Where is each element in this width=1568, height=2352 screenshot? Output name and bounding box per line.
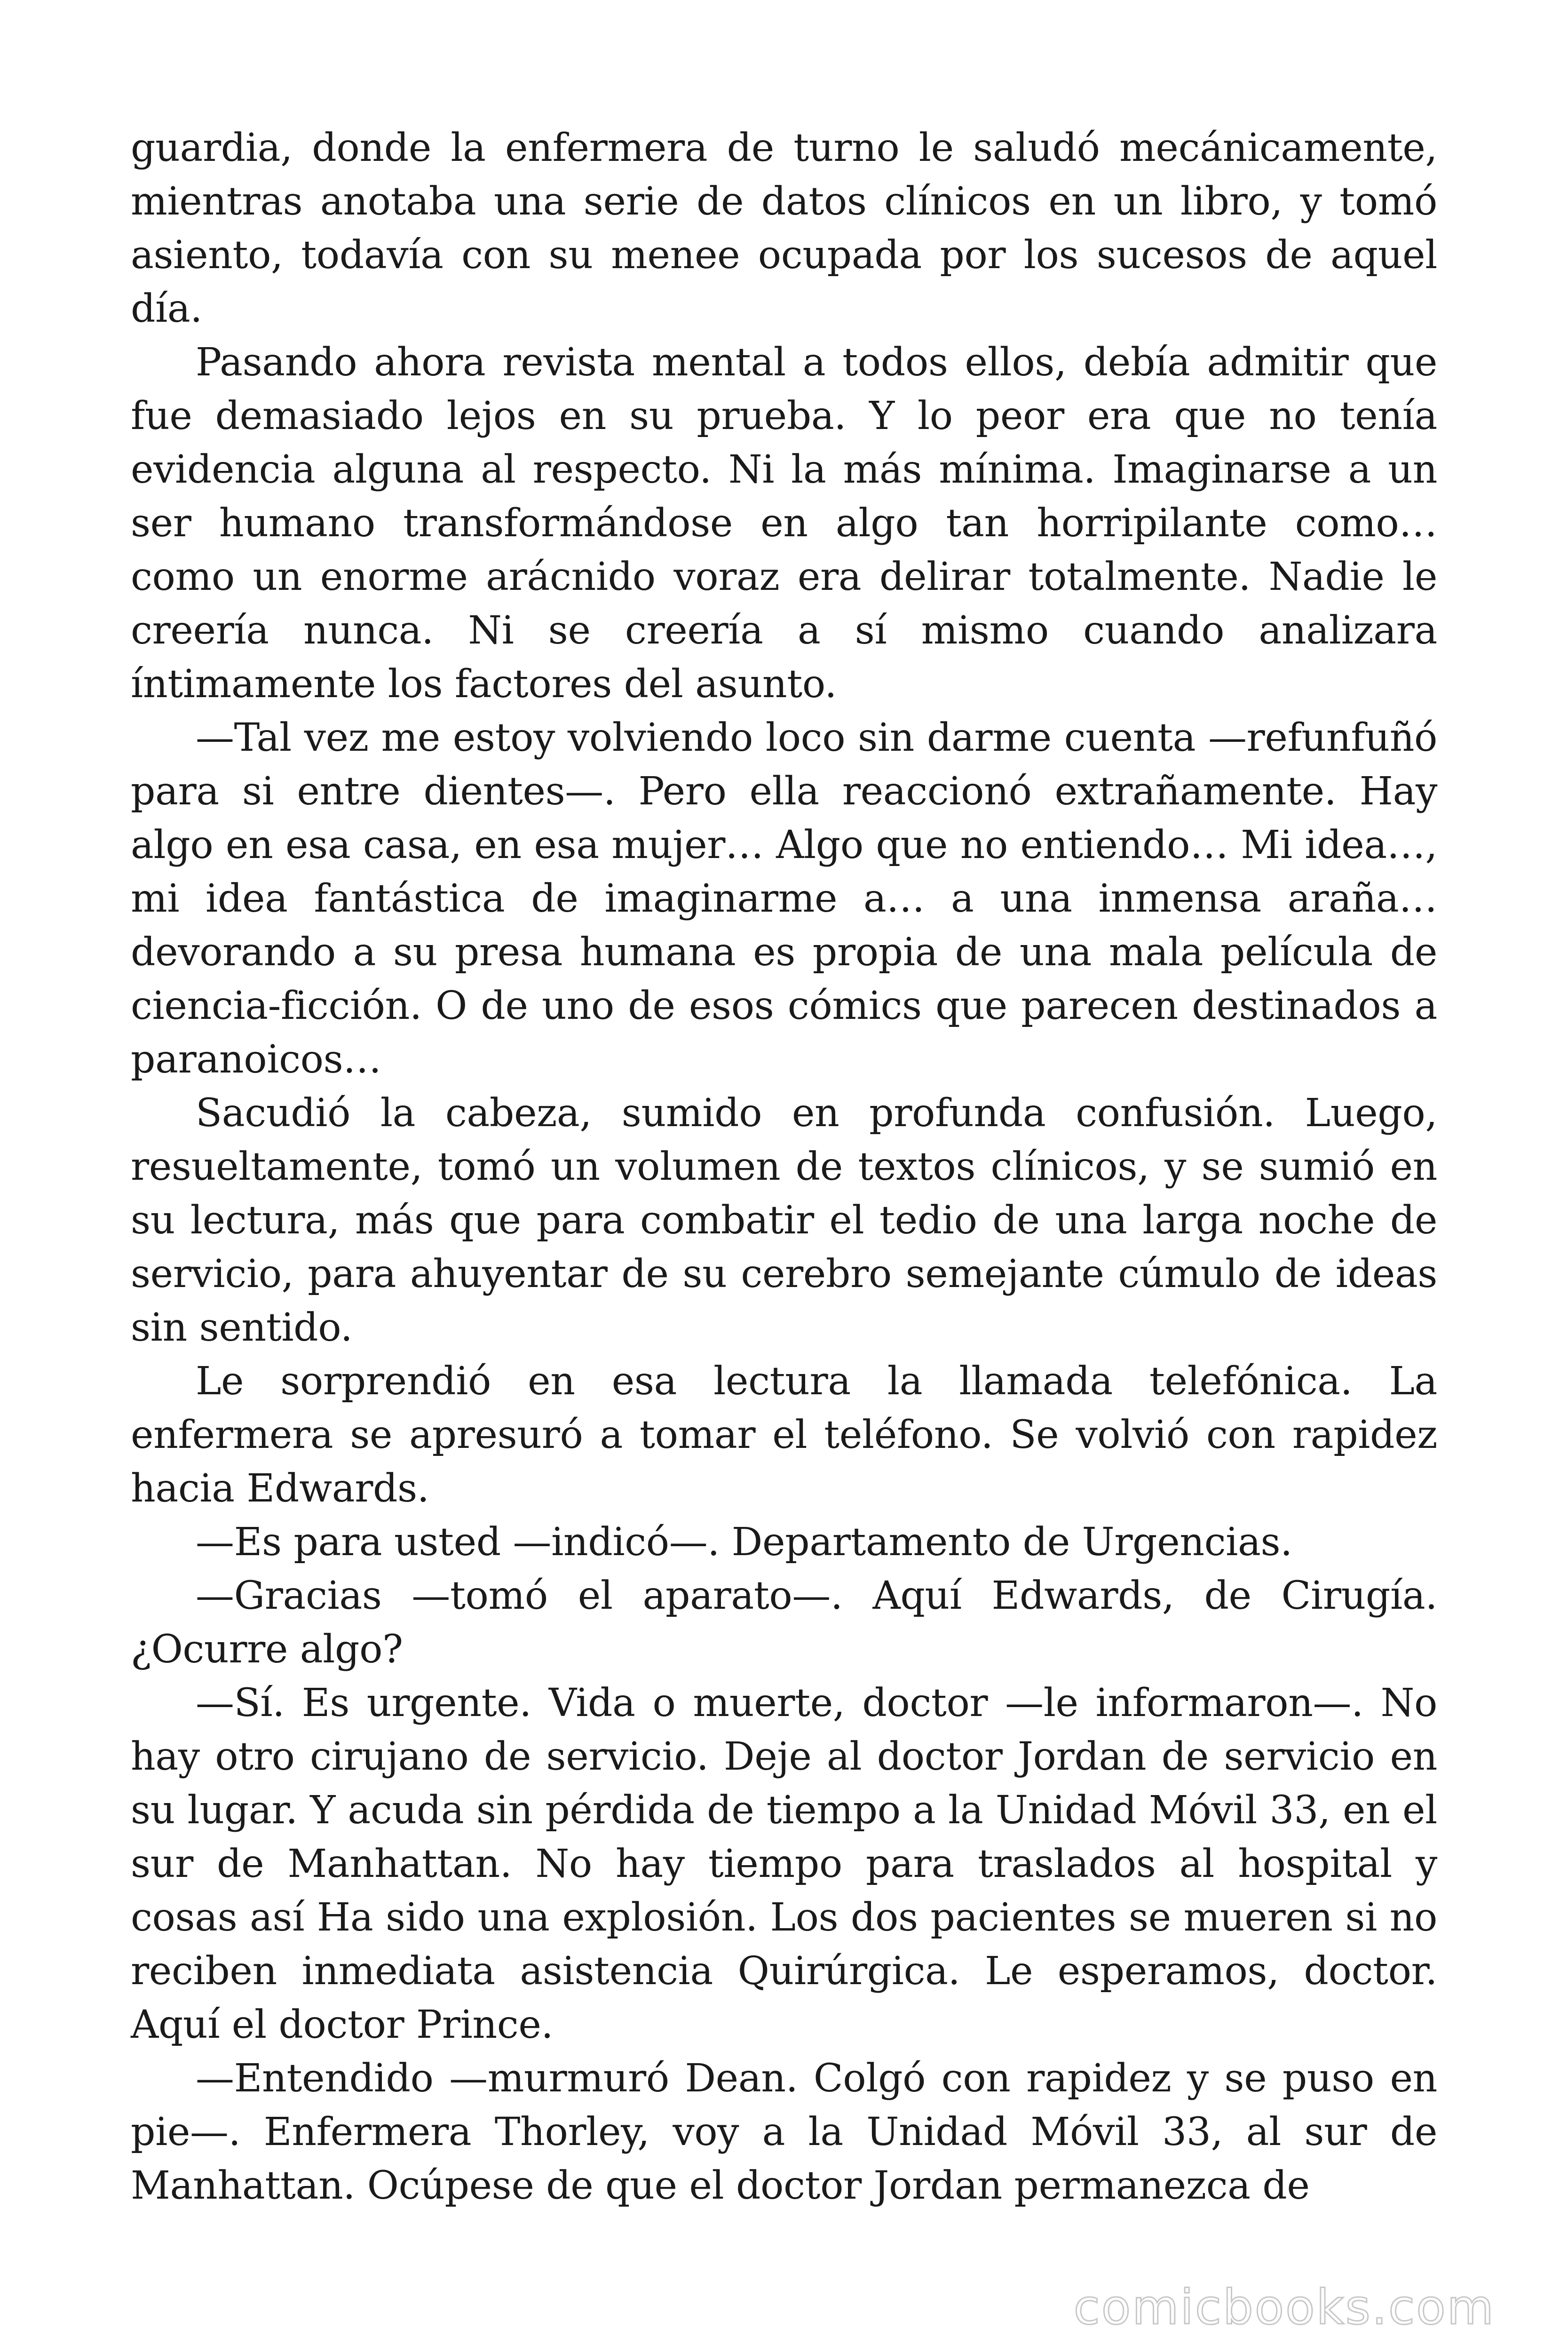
paragraph-6: —Es para usted —indicó—. Departamento de Urgencias. bbox=[196, 1520, 1292, 1565]
paragraph-4: Sacudió la cabeza, sumido en profunda confusión. Luego, resueltamente, tomó un volumen de textos clínicos, y se sumió en su lectura, más que para combatir el tedio de una larga noche de servicio, para ahuyentar de su cerebro semejante cúmulo de ideas sin sentido. bbox=[131, 1091, 1437, 1350]
paragraph-9: —Entendido —murmuró Dean. Colgó con rapidez y se puso en pie—. Enfermera Thorley, voy a la Unidad Móvil 33, al sur de Manhattan. Ocúpese de que el doctor Jordan permanezca de bbox=[131, 2056, 1437, 2208]
paragraph-3: —Tal vez me estoy volviendo loco sin darme cuenta —refunfuñó para si entre dientes—. Pero ella reaccionó extrañamente. Hay algo en esa casa, en esa mujer… Algo que no entiendo… Mi idea…, mi idea fantástica de imaginarme a… a una inmensa araña… devorando a su presa humana es propia de una mala película de ciencia-ficción. O de uno de esos cómics que parecen destinados a paranoicos… bbox=[131, 715, 1437, 1082]
paragraph-2: Pasando ahora revista mental a todos ellos, debía admitir que fue demasiado lejos en su prueba. Y lo peor era que no tenía evidencia alguna al respecto. Ni la más mínima. Imaginarse a un ser humano transformándose en algo tan horripilante como… como un enorme arácnido voraz era delirar totalmente. Nadie le creería nunca. Ni se creería a sí mismo cuando analizara íntimamente los factores del asunto. bbox=[131, 340, 1437, 707]
watermark: comicbooks.com bbox=[1073, 2280, 1495, 2336]
paragraph-7: —Gracias —tomó el aparato—. Aquí Edwards, de Cirugía. ¿Ocurre algo? bbox=[131, 1573, 1437, 1672]
paragraph-1: guardia, donde la enfermera de turno le saludó mecánicamente, mientras anotaba una serie de datos clínicos en un libro, y tomó asiento, todavía con su menee ocupada por los sucesos de aquel día. bbox=[131, 126, 1437, 331]
paragraph-8: —Sí. Es urgente. Vida o muerte, doctor —le informaron—. No hay otro cirujano de servicio. Deje al doctor Jordan de servicio en su lugar. Y acuda sin pérdida de tiempo a la Unidad Móvil 33, en el sur de Manhattan. No hay tiempo para traslados al hospital y cosas así Ha sido una explosión. Los dos pacientes se mueren si no reciben inmediata asistencia Quirúrgica. Le esperamos, doctor. Aquí el doctor Prince. bbox=[131, 1681, 1437, 2047]
page-body bbox=[131, 121, 1437, 2213]
paragraph-5: Le sorprendió en esa lectura la llamada telefónica. La enfermera se apresuró a tomar el teléfono. Se volvió con rapidez hacia Edwards. bbox=[131, 1359, 1437, 1511]
